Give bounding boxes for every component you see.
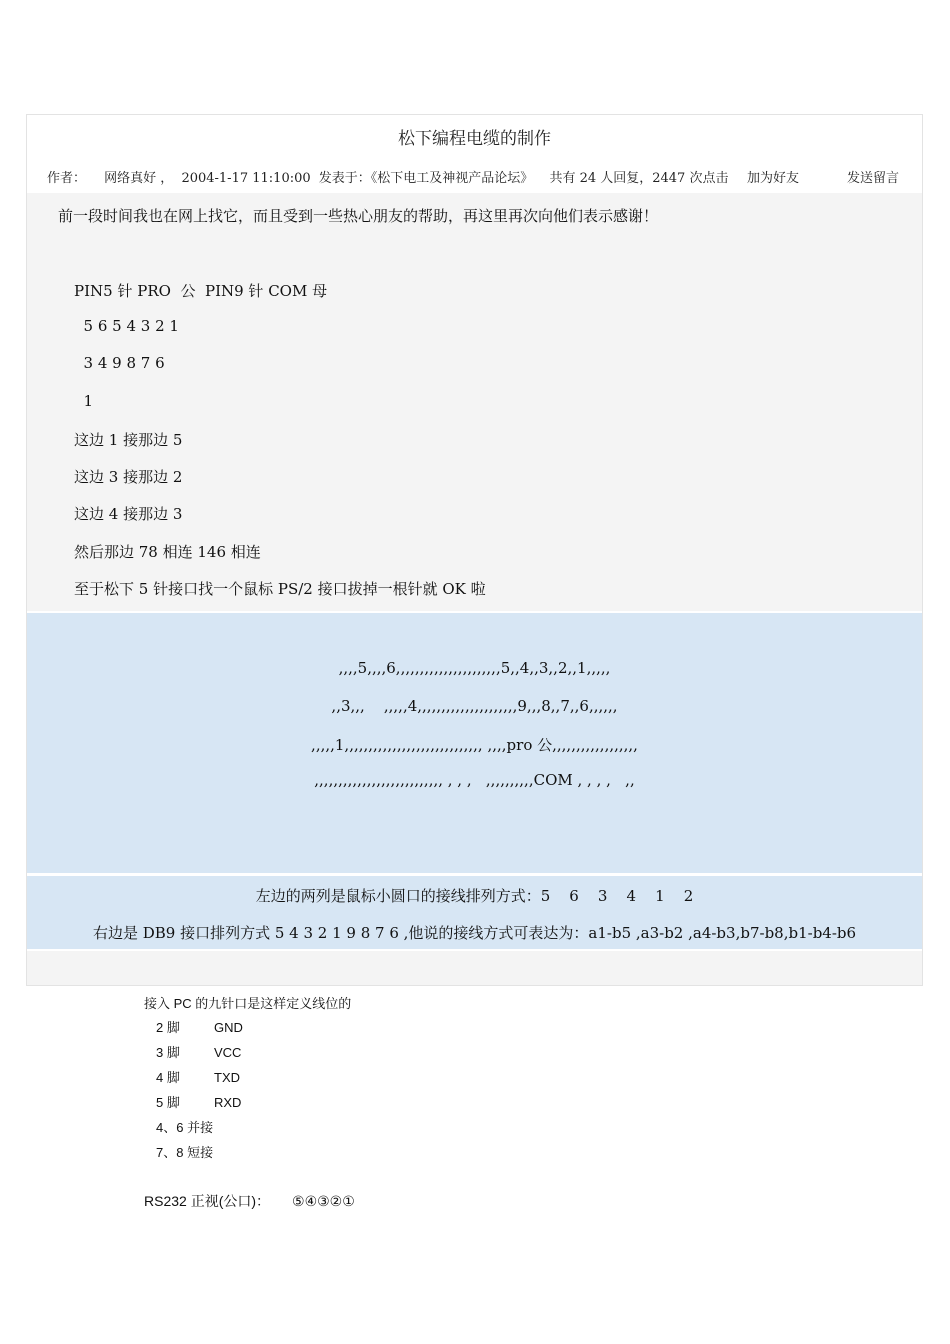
intro-text: 前一段时间我也在网上找它，而且受到一些热心朋友的帮助，再这里再次向他们表示感谢！: [58, 207, 659, 225]
post-meta: [47, 167, 900, 186]
explanation-line: 右边是 DB9 接口排列方式 5 4 3 2 1 9 8 7 6 ,他说的接线方式可表达为：a1-b5 ,a3-b2 ,a4-b3,b7-b8,b1-b4-b6: [92, 924, 857, 942]
pin-row: [156, 1142, 213, 1161]
garbled-line: ,,,,5,,,,6,,,,,,,,,,,,,,,,,,,,,,5,,4,,3,,2,,1,,,,,: [338, 659, 611, 677]
body-line: 3 4 9 8 7 6: [74, 354, 165, 372]
post-body: [27, 193, 922, 611]
pin-number: 2 脚: [156, 1020, 180, 1035]
post-date: 2004-1-17 11:10:00: [181, 171, 311, 186]
pin-number: 3 脚: [156, 1045, 180, 1060]
body-line: 至于松下 5 针接口找一个鼠标 PS/2 接口拔掉一根针就 OK 啦: [74, 580, 486, 598]
add-friend-link[interactable]: 加为好友: [747, 171, 800, 186]
garbled-line: ,,,,,1,,,,,,,,,,,,,,,,,,,,,,,,,,,,, ,,,,pro 公,,,,,,,,,,,,,,,,,,: [311, 736, 638, 754]
garbled-line: ,,3,,, ,,,,,4,,,,,,,,,,,,,,,,,,,,,9,,,8,,7,,6,,,,,,: [331, 697, 618, 715]
rs232-pins: ⑤④③②①: [292, 1193, 355, 1209]
body-line: 这边 3 接那边 2: [74, 468, 183, 486]
forum-post: [26, 114, 923, 986]
send-message-link[interactable]: 发送留言: [847, 171, 900, 186]
explanation-block: [27, 876, 922, 949]
author-name[interactable]: 网络真好 ，: [104, 171, 174, 186]
pin-signal: GND: [214, 1020, 243, 1035]
body-line: 这边 1 接那边 5: [74, 431, 183, 449]
rs232-label: RS232 正视(公口)：: [144, 1193, 271, 1209]
pin-row: [156, 1092, 241, 1111]
body-line: 1: [74, 392, 94, 410]
rs232-line: [144, 1191, 355, 1211]
pin-row: [156, 1042, 241, 1061]
pin-note: 4、6 并接: [156, 1120, 214, 1135]
pin-signal: TXD: [214, 1070, 240, 1085]
body-line: 5 6 5 4 3 2 1: [74, 317, 179, 335]
pin-note: 7、8 短接: [156, 1145, 214, 1160]
body-line: PIN5 针 PRO 公 PIN9 针 COM 母: [74, 282, 328, 300]
pin-row: [156, 1017, 243, 1036]
posted-in-forum[interactable]: 发表于：《松下电工及神视产品论坛》: [318, 171, 534, 186]
pin-row: [156, 1067, 240, 1086]
garbled-line: ,,,,,,,,,,,,,,,,,,,,,,,,,,, , , , ,,,,,,,,,,COM , , , , ,,: [314, 771, 635, 789]
pin-signal: VCC: [214, 1045, 242, 1060]
pin-signal: RXD: [214, 1095, 242, 1110]
body-line: 然后那边 78 相连 146 相连: [74, 543, 261, 561]
explanation-line: 左边的两列是鼠标小圆口的接线排列方式：5 6 3 4 1 2: [255, 887, 694, 905]
author-label: 作者：: [47, 171, 87, 186]
reply-stats: 共有 24 人回复，2447 次点击: [549, 171, 729, 186]
body-line: 这边 4 接那边 3: [74, 505, 183, 523]
quote-block: [27, 613, 922, 873]
pin-number: 5 脚: [156, 1095, 180, 1110]
pin-number: 4 脚: [156, 1070, 180, 1085]
pin-row: [156, 1117, 213, 1136]
post-footer: [27, 951, 922, 985]
post-title: 松下编程电缆的制作: [398, 129, 551, 149]
pinout-header: 接入 PC 的九针口是这样定义线位的: [144, 996, 352, 1011]
